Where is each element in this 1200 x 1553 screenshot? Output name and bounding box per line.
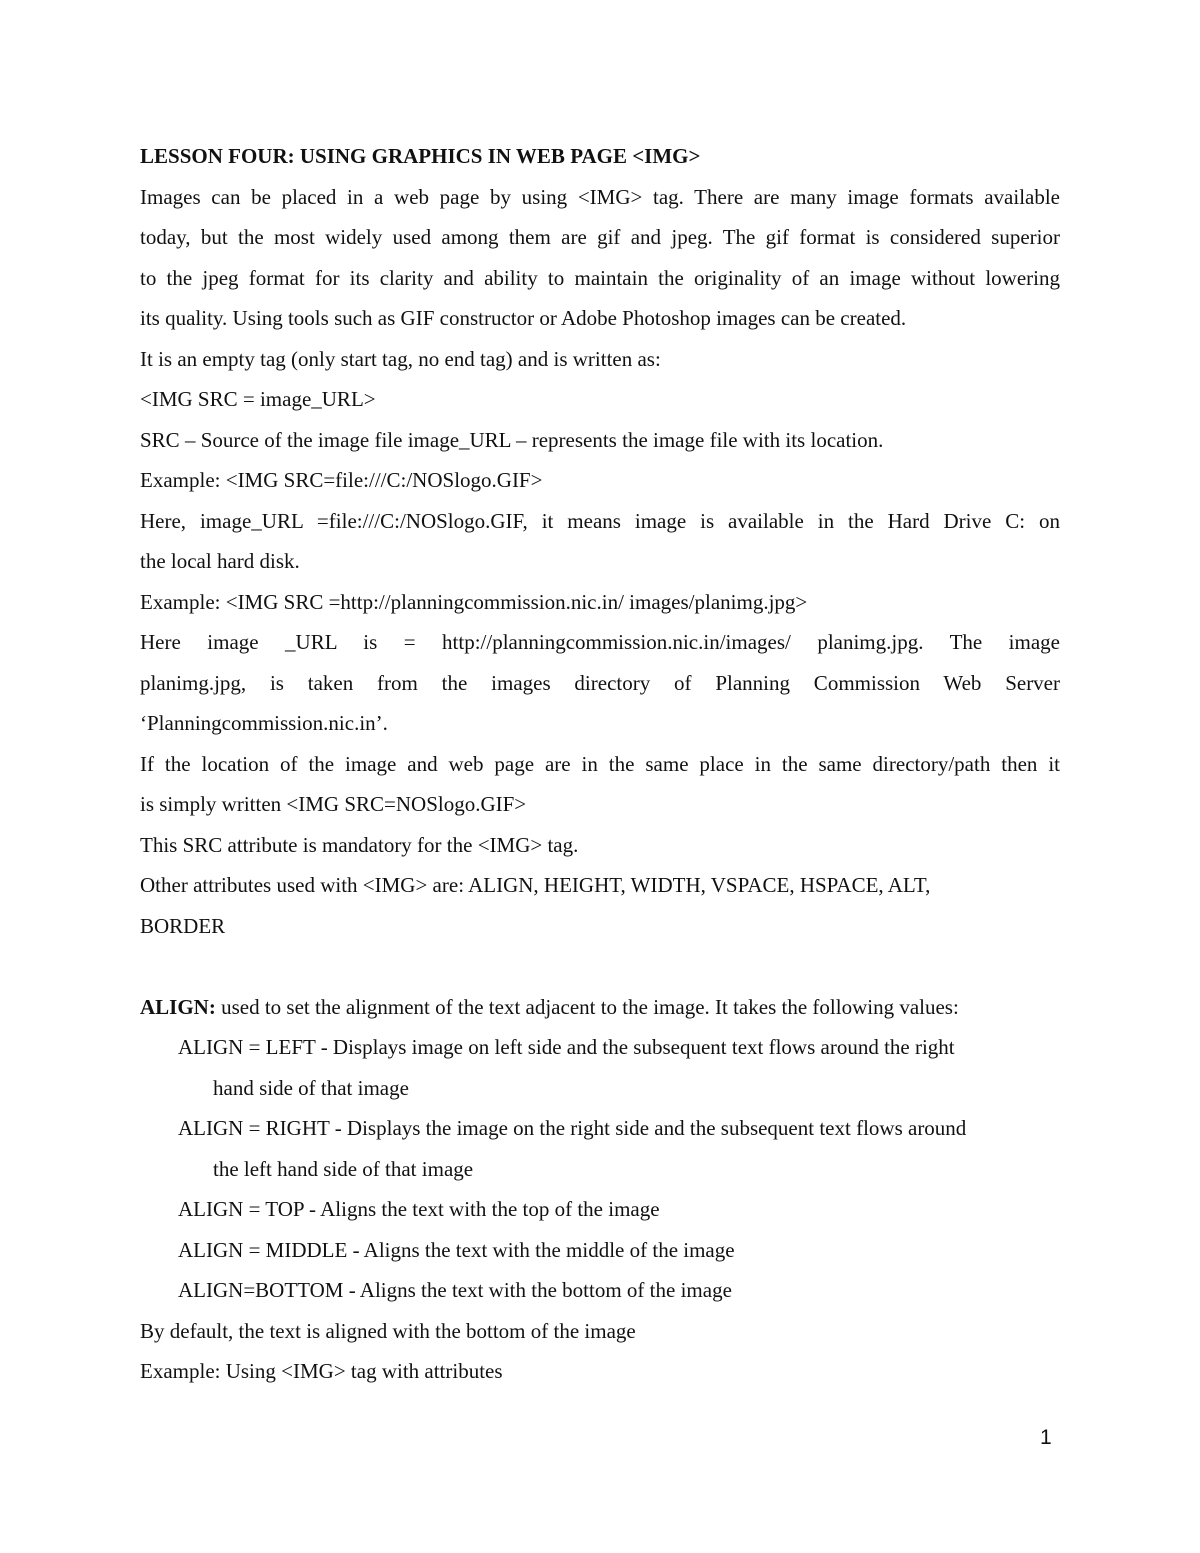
other-attributes-line-2: BORDER [140,913,226,938]
align-left-line-2: hand side of that image [213,1075,409,1100]
align-definition-text: used to set the alignment of the text adjacent to the image. It takes the following values: [215,994,959,1019]
align-definition [140,987,1060,1028]
example-1-explanation-line-1: Here, image_URL =file:///C:/NOSlogo.GIF, it means image is available in the Hard Drive C: on [140,508,1060,533]
img-syntax: <IMG SRC = image_URL> [140,387,376,411]
align-right-line-2: the left hand side of that image [213,1156,474,1181]
align-bottom: ALIGN=BOTTOM - Aligns the text with the bottom of the image [178,1278,732,1302]
example-2-explanation-line-3: ‘Planningcommission.nic.in’. [140,711,388,735]
example-2: Example: <IMG SRC =http://planningcommission.nic.in/ images/planimg.jpg> [140,589,808,614]
align-middle: ALIGN = MIDDLE - Aligns the text with the middle of the image [178,1237,735,1262]
same-directory-line-1: If the location of the image and web page are in the same place in the same directory/path then it [140,751,1060,776]
example-3: Example: Using <IMG> tag with attributes [140,1359,503,1383]
align-term: ALIGN: [140,994,216,1019]
intro-line-3: to the jpeg format for its clarity and ability to maintain the originality of an image without lowering [140,265,1060,290]
default-align-note: By default, the text is aligned with the bottom of the image [140,1318,636,1343]
src-mandatory-note: This SRC attribute is mandatory for the <IMG> tag. [140,832,579,857]
example-1: Example: <IMG SRC=file:///C:/NOSlogo.GIF> [140,468,543,492]
empty-tag-note: It is an empty tag (only start tag, no end tag) and is written as: [140,346,661,371]
page-number: 1 [1040,1426,1052,1449]
example-1-explanation-line-2: the local hard disk. [140,549,300,573]
align-top: ALIGN = TOP - Aligns the text with the top of the image [178,1197,660,1221]
intro-line-2: today, but the most widely used among them are gif and jpeg. The gif format is considered superior [140,225,1060,249]
lesson-title: LESSON FOUR: USING GRAPHICS IN WEB PAGE <IMG> [140,144,701,168]
intro-line-4: its quality. Using tools such as GIF constructor or Adobe Photoshop images can be created. [140,306,907,330]
example-2-explanation-line-2: planimg.jpg, is taken from the images directory of Planning Commission Web Server [140,670,1060,695]
paragraph-spacer [140,946,1060,987]
document-page [140,136,1060,1392]
align-left-line-1: ALIGN = LEFT - Displays image on left side and the subsequent text flows around the right [178,1035,955,1059]
same-directory-line-2: is simply written <IMG SRC=NOSlogo.GIF> [140,792,527,816]
example-2-explanation-line-1: Here image _URL is = http://planningcommission.nic.in/images/ planimg.jpg. The image [140,630,1060,654]
src-definition: SRC – Source of the image file image_URL – represents the image file with its location. [140,427,884,452]
other-attributes-line-1: Other attributes used with <IMG> are: ALIGN, HEIGHT, WIDTH, VSPACE, HSPACE, ALT, [140,873,931,897]
align-right-line-1: ALIGN = RIGHT - Displays the image on the right side and the subsequent text flows around [178,1116,967,1140]
intro-line-1: Images can be placed in a web page by using <IMG> tag. There are many image formats available [140,184,1060,209]
